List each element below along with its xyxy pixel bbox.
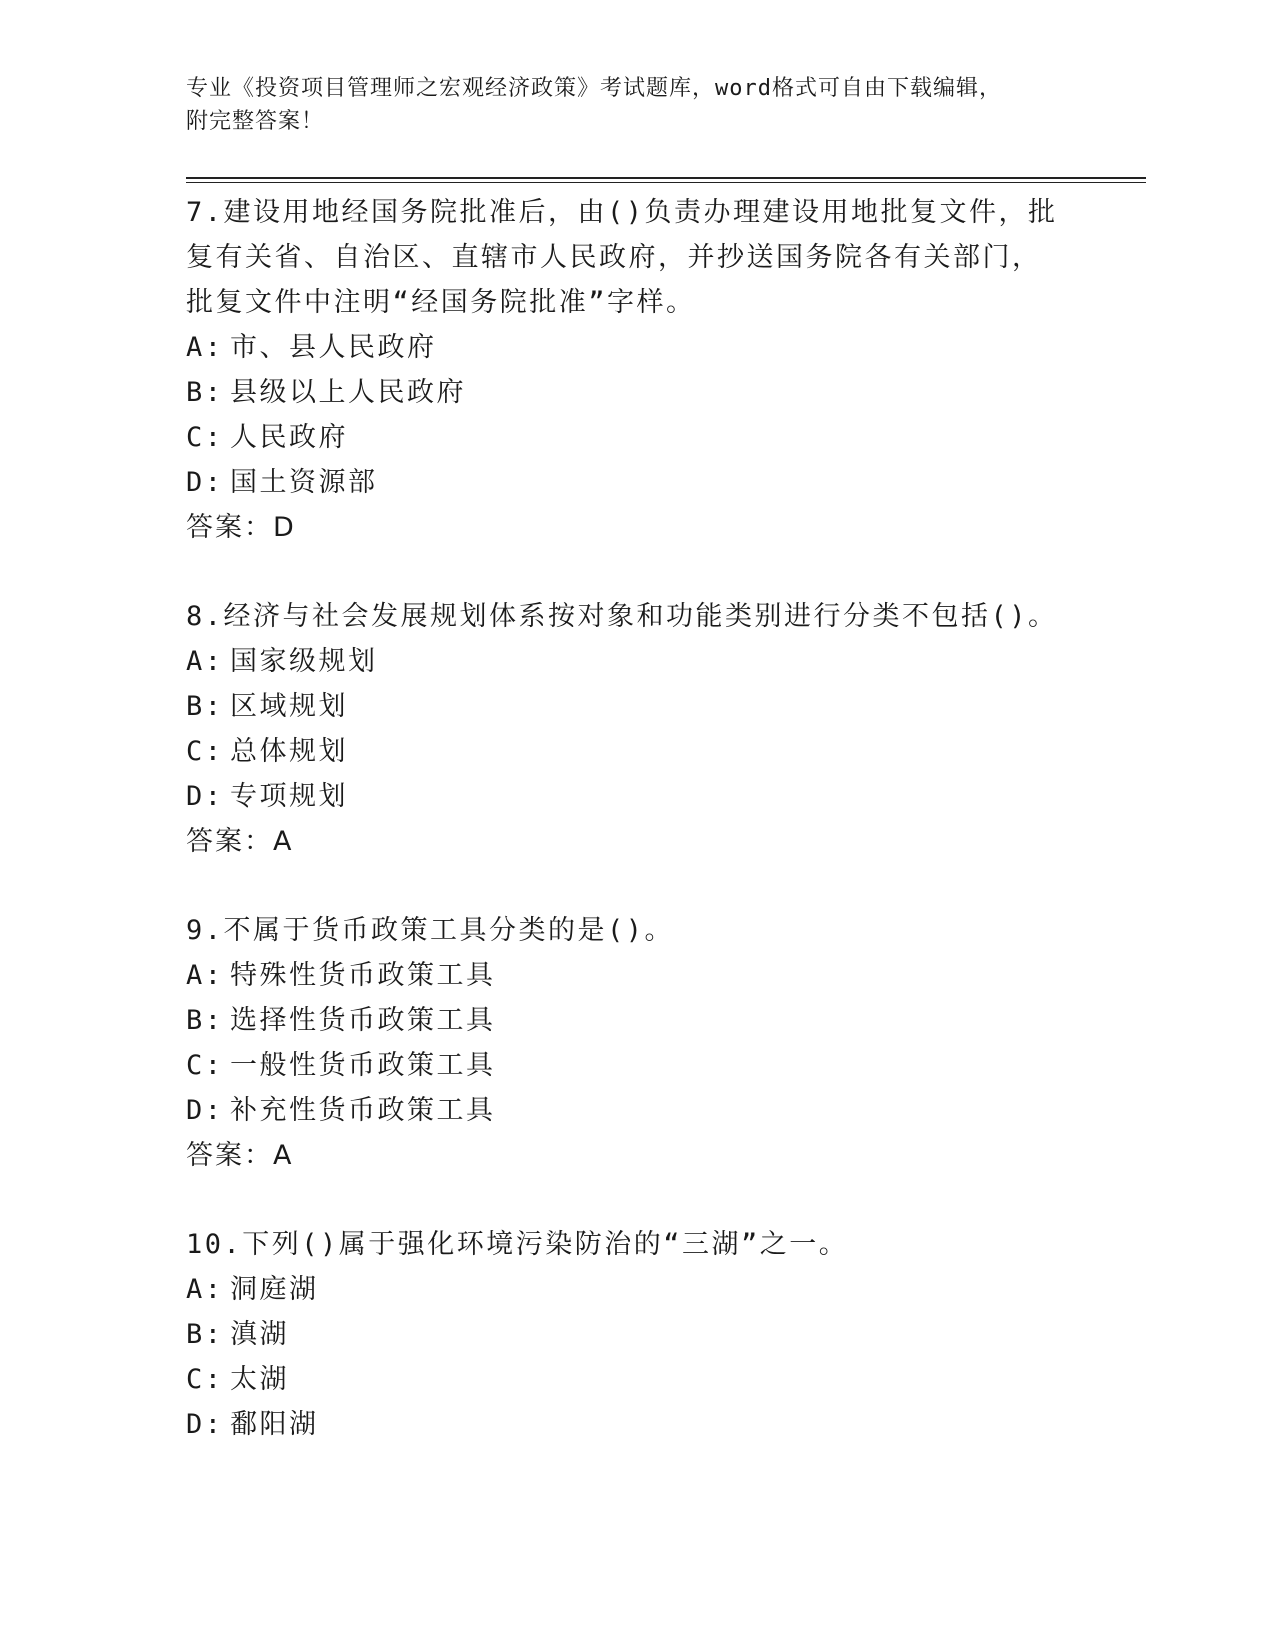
option-key: B: [186,1319,224,1350]
option-key: C: [186,422,224,453]
question-text: 10.下列()属于强化环境污染防治的“三湖”之一。 [186,1229,849,1260]
option-text: 鄱阳湖 [230,1409,319,1440]
question-9 [186,908,1066,1178]
option-text: 补充性货币政策工具 [230,1095,496,1126]
option-text: 总体规划 [230,736,348,767]
option-a [186,1267,1066,1312]
option-text: 滇湖 [230,1319,289,1350]
option-text: 人民政府 [230,422,348,453]
option-text: 太湖 [230,1364,289,1395]
option-d [186,774,1066,819]
option-text: 特殊性货币政策工具 [230,960,496,991]
question-7 [186,190,1066,550]
header-divider-thick [186,177,1146,179]
question-8 [186,594,1066,864]
option-text: 洞庭湖 [230,1274,319,1305]
answer-line: 答案：A [186,1140,294,1171]
question-list [186,190,1066,1491]
option-key: C: [186,1050,224,1081]
option-c [186,729,1066,774]
option-b [186,370,1066,415]
option-key: A: [186,960,224,991]
question-text: 7.建设用地经国务院批准后，由()负责办理建设用地批复文件，批复有关省、自治区、直辖市人民政府，并抄送国务院各有关部门，批复文件中注明“经国务院批准”字样。 [186,197,1058,318]
option-a [186,639,1066,684]
option-text: 专项规划 [230,781,348,812]
option-key: D: [186,1095,224,1126]
question-text: 9.不属于货币政策工具分类的是()。 [186,915,675,946]
option-c [186,1357,1066,1402]
header-line-2: 附完整答案！ [186,109,325,134]
option-a [186,953,1066,998]
option-text: 选择性货币政策工具 [230,1005,496,1036]
option-c [186,1043,1066,1088]
question-10 [186,1222,1066,1447]
option-c [186,415,1066,460]
option-key: B: [186,1005,224,1036]
option-key: B: [186,691,224,722]
option-key: D: [186,467,224,498]
option-key: C: [186,1364,224,1395]
option-d [186,1088,1066,1133]
option-text: 区域规划 [230,691,348,722]
option-d [186,460,1066,505]
option-key: A: [186,1274,224,1305]
option-a [186,325,1066,370]
option-key: A: [186,332,224,363]
option-key: C: [186,736,224,767]
question-text: 8.经济与社会发展规划体系按对象和功能类别进行分类不包括()。 [186,601,1058,632]
option-text: 国家级规划 [230,646,378,677]
header-line-1: 专业《投资项目管理师之宏观经济政策》考试题库，word格式可自由下载编辑， [186,76,1002,101]
answer-line: 答案：A [186,826,294,857]
option-text: 一般性货币政策工具 [230,1050,496,1081]
option-text: 县级以上人民政府 [230,377,466,408]
answer-line: 答案：D [186,512,296,543]
option-key: D: [186,1409,224,1440]
option-key: A: [186,646,224,677]
option-key: B: [186,377,224,408]
option-b [186,684,1066,729]
option-b [186,998,1066,1043]
document-header [186,72,1066,138]
option-text: 市、县人民政府 [230,332,437,363]
header-divider-thin [186,182,1146,183]
option-text: 国土资源部 [230,467,378,498]
option-key: D: [186,781,224,812]
option-d [186,1402,1066,1447]
option-b [186,1312,1066,1357]
